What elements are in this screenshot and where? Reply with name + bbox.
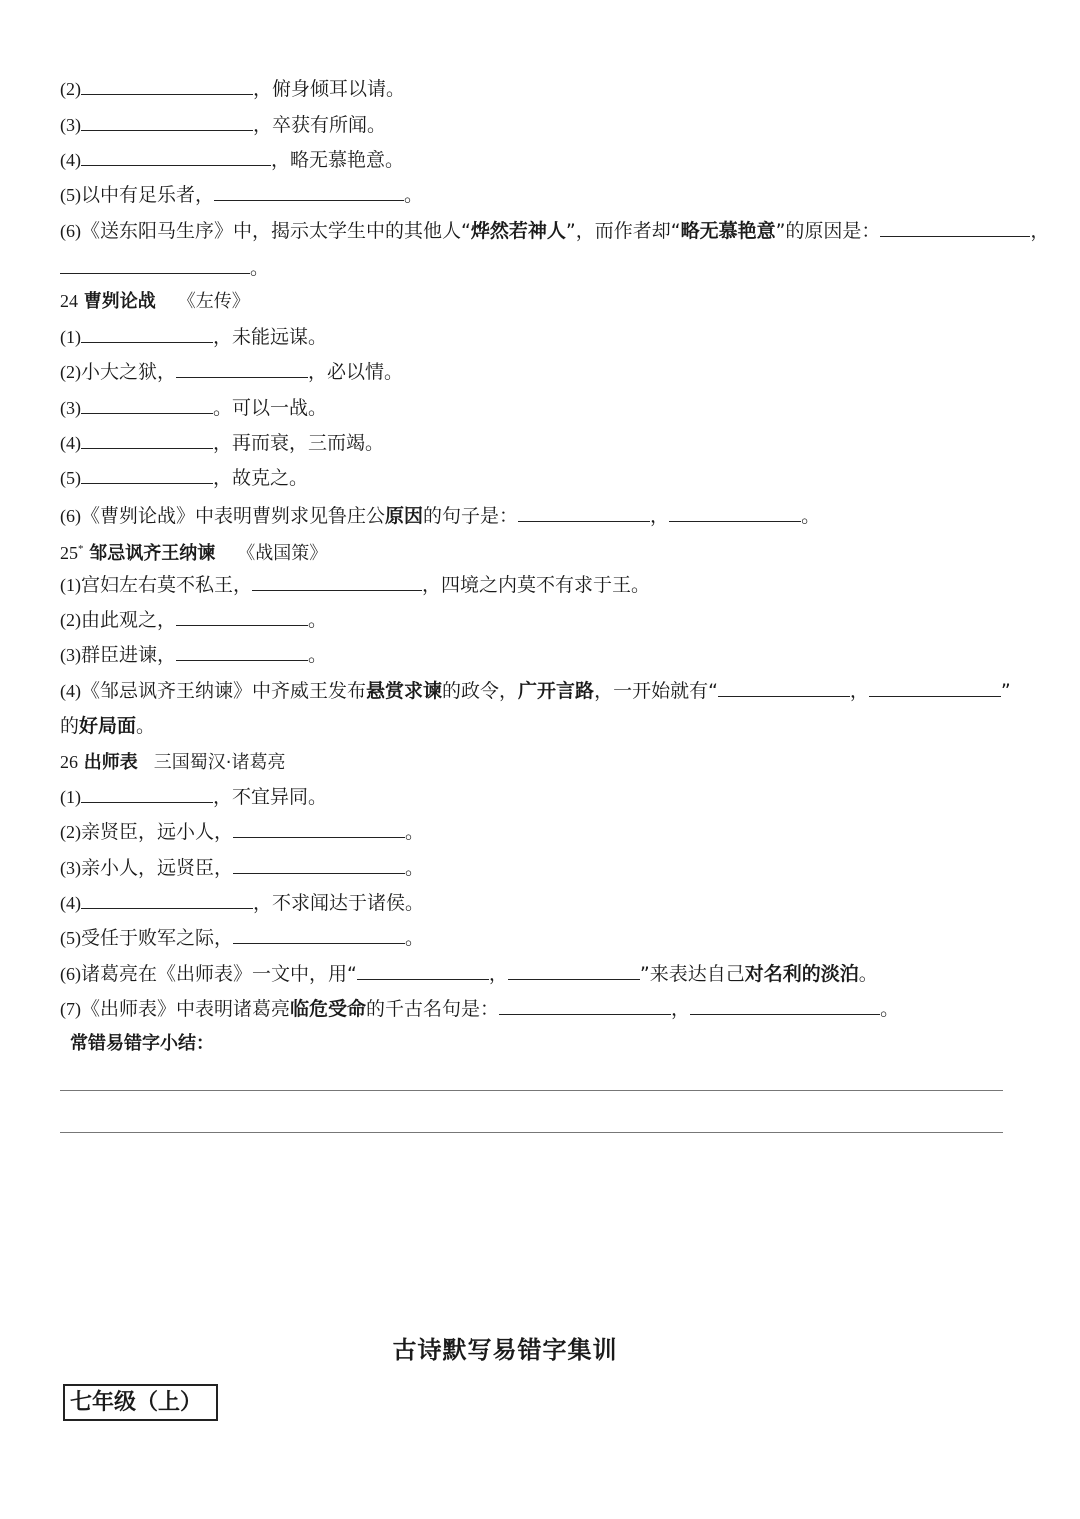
item-26-5: (5)受任于败军之际， 。	[60, 927, 425, 949]
item-24-3: (3) 。可以一战。	[60, 397, 328, 419]
item-26-3: (3)亲小人，远贤臣， 。	[60, 857, 425, 879]
answer-blank[interactable]	[60, 256, 250, 274]
answer-blank[interactable]	[176, 643, 308, 661]
answer-blank[interactable]	[81, 325, 213, 343]
answer-blank[interactable]	[508, 962, 640, 980]
item-24-1: (1) ，未能远谋。	[60, 326, 328, 348]
answer-blank[interactable]	[81, 77, 253, 95]
item-24-4: (4) ，再而衰，三而竭。	[60, 432, 385, 454]
item-23-6: (6)《送东阳马生序》中，揭示太学生中的其他人“烨然若神人”，而作者却“略无慕艳意”的原因是： ，	[60, 220, 1050, 242]
summary-rule-2[interactable]	[60, 1132, 1003, 1133]
answer-blank[interactable]	[81, 466, 213, 484]
section-24-heading: 24 曹刿论战 《左传》	[60, 291, 250, 312]
grade-label-box: 七年级（上）	[63, 1384, 218, 1421]
answer-blank[interactable]	[880, 219, 1030, 237]
answer-blank[interactable]	[81, 113, 253, 131]
item-23-6-cont: 。	[60, 256, 1040, 280]
item-25-4: (4)《邹忌讽齐王纳谏》中齐威王发布悬赏求谏的政令，广开言路，一开始就有“ ， ”	[60, 680, 1011, 702]
item-26-6: (6)诸葛亮在《出师表》一文中，用“ ， ”来表达自己对名利的淡泊。	[60, 963, 878, 985]
answer-blank[interactable]	[718, 679, 850, 697]
answer-blank[interactable]	[81, 431, 213, 449]
answer-blank[interactable]	[233, 856, 405, 874]
page-title: 古诗默写易错字集训	[392, 1336, 618, 1364]
answer-blank[interactable]	[81, 148, 271, 166]
answer-blank[interactable]	[252, 573, 422, 591]
item-24-2: (2)小大之狱， ，必以情。	[60, 361, 404, 383]
answer-blank[interactable]	[518, 504, 650, 522]
answer-blank[interactable]	[690, 997, 880, 1015]
item-24-5: (5) ，故克之。	[60, 467, 309, 489]
item-23-4: (4) ，略无慕艳意。	[60, 149, 405, 171]
answer-blank[interactable]	[81, 396, 213, 414]
item-25-1: (1)宫妇左右莫不私王， ，四境之内莫不有求于王。	[60, 574, 651, 596]
item-23-2: (2) ，俯身倾耳以请。	[60, 78, 406, 100]
item-25-2: (2)由此观之， 。	[60, 609, 328, 631]
item-26-1: (1) ，不宜异同。	[60, 786, 328, 808]
item-25-4-cont: 的好局面。	[60, 715, 156, 737]
answer-blank[interactable]	[81, 785, 213, 803]
answer-blank[interactable]	[233, 820, 405, 838]
answer-blank[interactable]	[214, 183, 404, 201]
item-26-7: (7)《出师表》中表明诸葛亮临危受命的千古名句是： ， 。	[60, 998, 900, 1020]
item-26-2: (2)亲贤臣，远小人， 。	[60, 821, 425, 843]
answer-blank[interactable]	[669, 504, 801, 522]
answer-blank[interactable]	[869, 679, 1001, 697]
answer-blank[interactable]	[176, 608, 308, 626]
item-25-3: (3)群臣进谏， 。	[60, 644, 328, 666]
answer-blank[interactable]	[233, 926, 405, 944]
answer-blank[interactable]	[499, 997, 671, 1015]
item-23-5: (5)以中有足乐者， 。	[60, 184, 424, 206]
section-25-heading: 25* 邹忌讽齐王纳谏 《战国策》	[60, 543, 328, 564]
summary-rule-1[interactable]	[60, 1090, 1003, 1091]
answer-blank[interactable]	[81, 891, 253, 909]
item-26-4: (4) ，不求闻达于诸侯。	[60, 892, 425, 914]
answer-blank[interactable]	[357, 962, 489, 980]
summary-label: 常错易错字小结：	[70, 1033, 214, 1054]
section-26-heading: 26 出师表 三国蜀汉·诸葛亮	[60, 752, 286, 773]
item-24-6: (6)《曹刿论战》中表明曹刿求见鲁庄公原因的句子是： ， 。	[60, 505, 821, 527]
item-23-3: (3) ，卒获有所闻。	[60, 114, 387, 136]
answer-blank[interactable]	[176, 360, 308, 378]
